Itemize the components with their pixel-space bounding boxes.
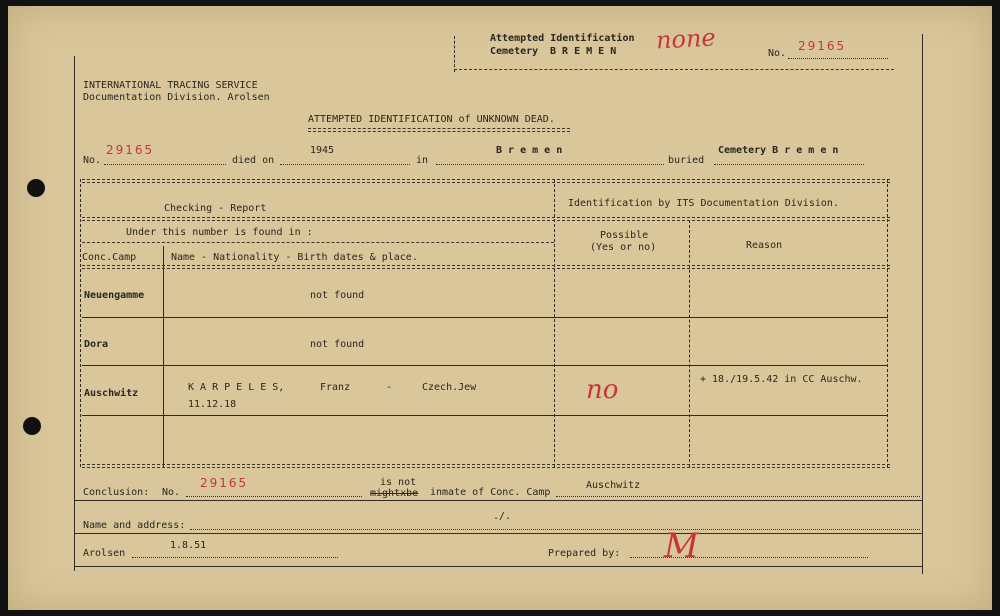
- footer-date: 1.8.51: [170, 540, 207, 551]
- footer-date-dots: [132, 557, 338, 558]
- header-handwritten-note: none: [655, 23, 717, 55]
- index-card: [8, 6, 992, 610]
- org-line-2: Documentation Division. Arolsen: [83, 92, 270, 103]
- conclusion-separator: [74, 500, 922, 501]
- table-bottom-border: [82, 464, 890, 468]
- record-in-label: in: [416, 155, 429, 166]
- checking-report-header: Checking - Report: [164, 203, 267, 214]
- conclusion-no-value: 29165: [200, 476, 249, 490]
- punch-hole-top: [27, 179, 45, 197]
- row-2-camp: Dora: [84, 339, 109, 350]
- table-divider-main: [554, 179, 555, 467]
- table-top-border: [82, 179, 890, 183]
- col-name-header: Name - Nationality - Birth dates & place.: [171, 252, 418, 263]
- row-3-separator: [82, 415, 888, 416]
- name-address-separator: [74, 533, 922, 534]
- header-box-cemetery-value: B R E M E N: [550, 46, 617, 57]
- col-camp-header: Conc.Camp: [82, 252, 137, 263]
- header-box-left-border: [454, 36, 455, 72]
- header-box-no-label: No.: [768, 48, 787, 59]
- row-3-surname: K A R P E L E S,: [188, 382, 285, 393]
- conclusion-camp-dots: [556, 496, 920, 497]
- org-line-1: INTERNATIONAL TRACING SERVICE: [83, 80, 258, 91]
- form-title: ATTEMPTED IDENTIFICATION of UNKNOWN DEAD.: [308, 114, 555, 125]
- col-possible-header-2: (Yes or no): [590, 242, 657, 253]
- conclusion-camp: Auschwitz: [586, 480, 641, 491]
- name-address-value: ./.: [493, 511, 512, 522]
- conclusion-struck: mightxbe: [370, 488, 419, 499]
- punch-hole-bottom: [23, 417, 41, 435]
- conclusion-no-dots: [186, 496, 362, 497]
- header-box-bottom-border: [454, 69, 894, 70]
- header-box-cemetery-label: Cemetery: [490, 46, 539, 57]
- column-header-separator: [82, 265, 890, 269]
- row-1-separator: [82, 317, 888, 318]
- record-buried-value: Cemetery B r e m e n: [718, 145, 839, 156]
- footer-signature: M: [664, 526, 699, 566]
- footer-place: Arolsen: [83, 548, 126, 559]
- form-right-border: [922, 34, 923, 574]
- record-no-label: No.: [83, 155, 102, 166]
- header-box-no-dots: [788, 58, 888, 59]
- table-divider-camp: [163, 246, 164, 467]
- record-no-value: 29165: [106, 143, 155, 157]
- table-left-border: [80, 179, 81, 467]
- found-in-underline: [82, 242, 554, 243]
- record-buried-label: buried: [668, 155, 705, 166]
- conclusion-inmate-text: inmate of Conc. Camp: [430, 487, 551, 498]
- form-title-underline: [308, 128, 570, 132]
- name-address-label: Name and address:: [83, 520, 186, 531]
- col-reason-header: Reason: [746, 240, 783, 251]
- row-3-firstname: Franz: [320, 382, 351, 393]
- header-box-title: Attempted Identification: [490, 33, 635, 44]
- row-2-name: not found: [310, 339, 365, 350]
- found-in-label: Under this number is found in :: [126, 227, 313, 238]
- conclusion-is-not: is not: [380, 477, 417, 488]
- row-1-camp: Neuengamme: [84, 290, 145, 301]
- row-3-reason: + 18./19.5.42 in CC Auschw.: [700, 374, 863, 385]
- row-3-nationality: Czech.Jew: [422, 382, 477, 393]
- form-left-border: [74, 56, 75, 571]
- row-2-separator: [82, 365, 888, 366]
- table-right-border: [887, 179, 888, 467]
- row-3-possible: no: [586, 375, 619, 405]
- record-died-value: 1945: [310, 145, 335, 156]
- record-buried-dots: [714, 164, 864, 165]
- row-3-camp: Auschwitz: [84, 388, 139, 399]
- header-box-no-value: 29165: [798, 39, 847, 53]
- record-no-dots: [104, 164, 226, 165]
- conclusion-no-label: No.: [162, 487, 181, 498]
- record-died-label: died on: [232, 155, 275, 166]
- conclusion-label: Conclusion:: [83, 487, 150, 498]
- record-in-dots: [436, 164, 664, 165]
- form-bottom-border: [74, 566, 922, 567]
- header-separator: [82, 217, 890, 221]
- record-in-value: B r e m e n: [496, 145, 563, 156]
- row-3-dash: -: [386, 382, 393, 393]
- identification-header: Identification by ITS Documentation Division.: [568, 198, 839, 209]
- record-died-dots: [280, 164, 410, 165]
- row-3-birth: 11.12.18: [188, 399, 237, 410]
- footer-prepared-label: Prepared by:: [548, 548, 621, 559]
- name-address-dots: [190, 529, 920, 530]
- col-possible-header-1: Possible: [600, 230, 649, 241]
- table-divider-reason: [689, 220, 690, 467]
- row-1-name: not found: [310, 290, 365, 301]
